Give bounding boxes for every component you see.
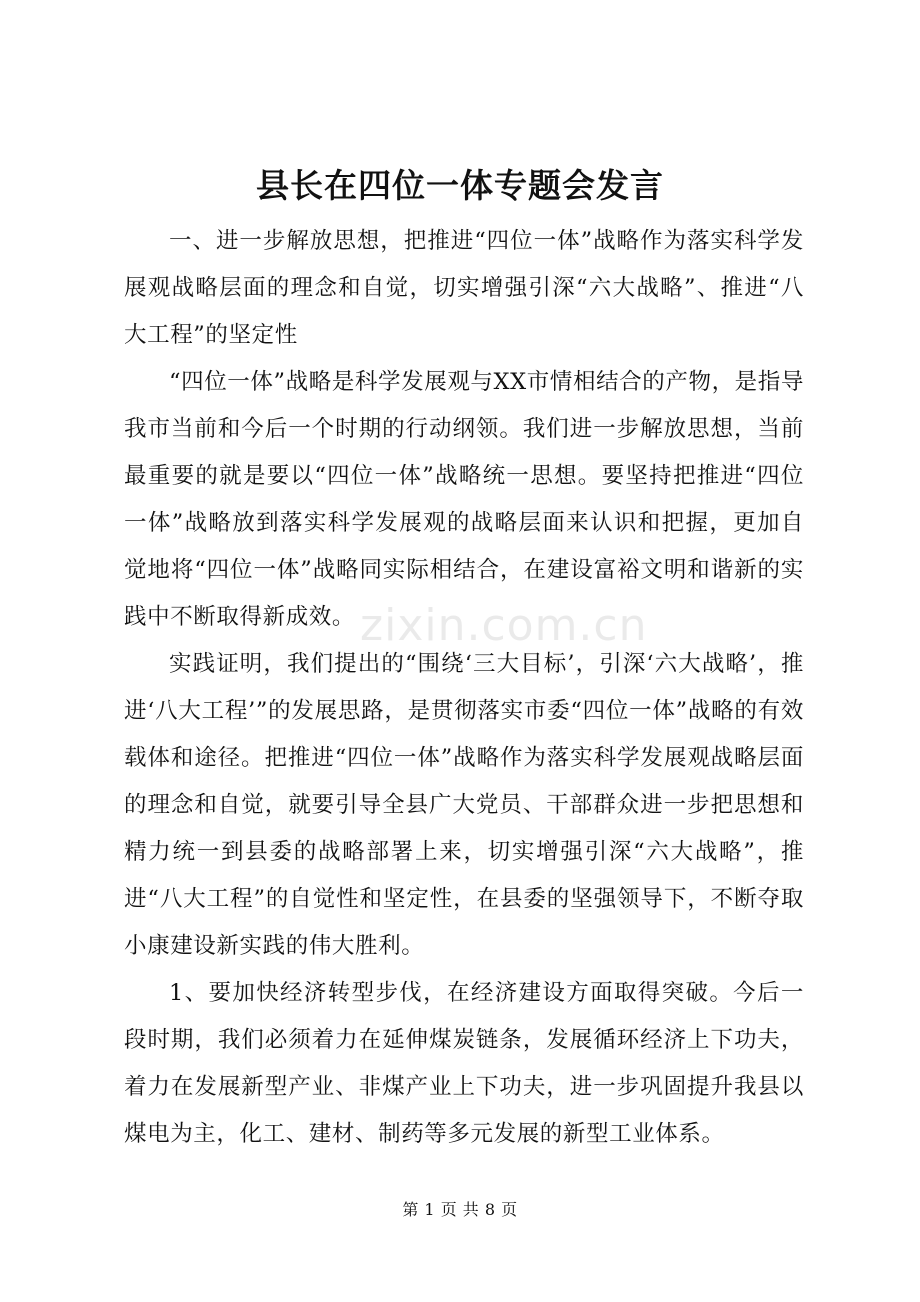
paragraph-3: 实践证明，我们提出的“围绕‘三大目标’，引深‘六大战略’，推进‘八大工程’”的发展思路，是贯彻落实市委“四位一体”战略的有效载体和途径。把推进“四位一体”战略作为落实科学发展观战略层面的理念和自觉，就要引导全县广大党员、干部群众进一步把思想和精力统一到县委的战略部署上来，切实增强引深“六大战略”，推进“八大工程”的自觉性和坚定性，在县委的坚强领导下，不断夺取小康建设新实践的伟大胜利。	[124, 651, 804, 959]
page-footer: 第 1 页 共 8 页	[402, 1200, 518, 1219]
paragraph-4: 1、要加快经济转型步伐，在经济建设方面取得突破。今后一段时期，我们必须着力在延伸煤炭链条，发展循环经济上下功夫，着力在发展新型产业、非煤产业上下功夫，进一步巩固提升我县以煤电为主，化工、建材、制药等多元发展的新型工业体系。	[124, 980, 804, 1147]
watermark-text: zixin.com.cn	[360, 600, 648, 651]
document-title: 县长在四位一体专题会发言	[256, 166, 664, 205]
paragraph-2: “四位一体”战略是科学发展观与XX市情相结合的产物，是指导我市当前和今后一个时期的行动纲领。我们进一步解放思想，当前最重要的就是要以“四位一体”战略统一思想。要坚持把推进“四位一体”战略放到落实科学发展观的战略层面来认识和把握，更加自觉地将“四位一体”战略同实际相结合，在建设富裕文明和谐新的实践中不断取得新成效。	[124, 369, 804, 630]
document-body	[124, 218, 804, 1158]
paragraph-1: 一、进一步解放思想，把推进“四位一体”战略作为落实科学发展观战略层面的理念和自觉，切实增强引深“六大战略”、推进“八大工程”的坚定性	[124, 228, 804, 348]
